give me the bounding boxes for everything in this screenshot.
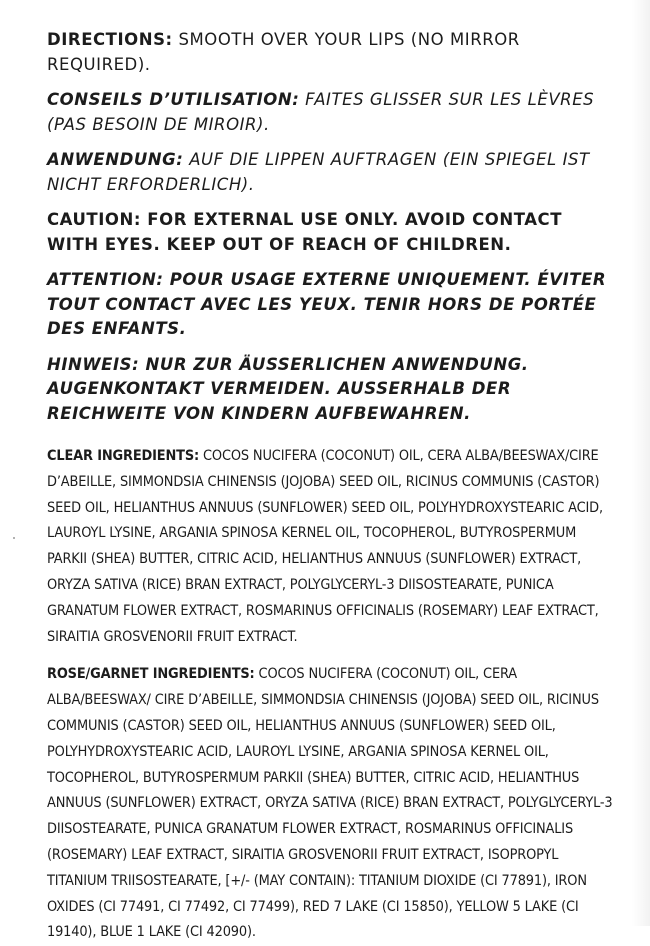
- rose-garnet-ingredients-label: ROSE/GARNET INGREDIENTS:: [47, 666, 255, 683]
- directions-french: [47, 88, 617, 137]
- directions-english: [47, 28, 617, 77]
- directions-text: SMOOTH OVER YOUR LIPS (NO MIRROR REQUIRED).: [47, 30, 520, 74]
- conseils-label: CONSEILS D’UTILISATION:: [47, 90, 300, 109]
- page-edge-shading: [632, 0, 650, 926]
- caution-label: CAUTION:: [47, 210, 141, 229]
- print-speck: [13, 537, 15, 539]
- hinweis-text: NUR ZUR ÄUSSERLICHEN ANWENDUNG. AUGENKONTAKT VERMEIDEN. AUSSERHALB DER REICHWEITE VON KINDERN AUFBEWAHREN.: [47, 354, 529, 423]
- caution-text: FOR EXTERNAL USE ONLY. AVOID CONTACT WITH EYES. KEEP OUT OF REACH OF CHILDREN.: [47, 210, 562, 254]
- hinweis-label: HINWEIS:: [47, 354, 140, 374]
- caution-german: [47, 353, 617, 427]
- clear-ingredients-label: CLEAR INGREDIENTS:: [47, 448, 200, 464]
- rose-garnet-ingredients-text: COCOS NUCIFERA (COCONUT) OIL, CERA ALBA/BEESWAX/ CIRE D’ABEILLE, SIMMONDSIA CHINENSIS (JOJOBA) SEED OIL, RICINUS COMMUNIS (CASTOR) SEED OIL, HELIANTHUS ANNUUS (SUNFLOWER) SEED OIL, POLYHYDROXYSTEARIC ACID, LAUROYL LYSINE, ARGANIA SPINOSA KERNEL OIL, TOCOPHEROL, BUTYROSPERMUM PARKII (SHEA) BUTTER, CITRIC ACID, HELIANTHUS ANNUUS (SUNFLOWER) EXTRACT, ORYZA SATIVA (RICE) BRAN EXTRACT, POLYGLYCERYL-3 DIISOSTEARATE, PUNICA GRANATUM FLOWER EXTRACT, ROSMARINUS OFFICINALIS (ROSEMARY) LEAF EXTRACT, SIRAITIA GROSVENORII FRUIT EXTRACT, ISOPROPYL TITANIUM TRIISOSTEARATE, [+/- (MAY CONTAIN): TITANIUM DIOXIDE (CI 77891), IRON OXIDES (CI 77491, CI 77492, CI 77499), RED 7 LAKE (CI 15850), YELLOW 5 LAKE (CI 19140), BLUE 1 LAKE (CI 42090).: [47, 666, 613, 941]
- caution-english: [47, 208, 617, 257]
- conseils-text: FAITES GLISSER SUR LES LÈVRES (PAS BESOIN DE MIROIR).: [47, 90, 595, 134]
- anwendung-text: AUF DIE LIPPEN AUFTRAGEN (EIN SPIEGEL IST NICHT ERFORDERLICH).: [47, 150, 590, 194]
- attention-text: POUR USAGE EXTERNE UNIQUEMENT. ÉVITER TOUT CONTACT AVEC LES YEUX. TENIR HORS DE PORTÉE DES ENFANTS.: [47, 270, 607, 338]
- attention-label: ATTENTION:: [47, 270, 164, 289]
- clear-ingredients-text: COCOS NUCIFERA (COCONUT) OIL, CERA ALBA/BEESWAX/CIRE D’ABEILLE, SIMMONDSIA CHINENSIS (JOJOBA) SEED OIL, RICINUS COMMUNIS (CASTOR) SEED OIL, HELIANTHUS ANNUUS (SUNFLOWER) SEED OIL, POLYHYDROXYSTEARIC ACID, LAUROYL LYSINE, ARGANIA SPINOSA KERNEL OIL, TOCOPHEROL, BUTYROSPERMUM PARKII (SHEA) BUTTER, CITRIC ACID, HELIANTHUS ANNUUS (SUNFLOWER) EXTRACT, ORYZA SATIVA (RICE) BRAN EXTRACT, POLYGLYCERYL-3 DIISOSTEARATE, PUNICA GRANATUM FLOWER EXTRACT, ROSMARINUS OFFICINALIS (ROSEMARY) LEAF EXTRACT, SIRAITIA GROSVENORII FRUIT EXTRACT.: [47, 448, 603, 645]
- directions-label: DIRECTIONS:: [47, 30, 173, 49]
- clear-ingredients: [47, 444, 617, 650]
- rose-garnet-ingredients: [47, 662, 617, 946]
- anwendung-label: ANWENDUNG:: [47, 150, 184, 169]
- directions-german: [47, 148, 617, 197]
- label-panel: [47, 28, 617, 946]
- caution-french: [47, 268, 617, 342]
